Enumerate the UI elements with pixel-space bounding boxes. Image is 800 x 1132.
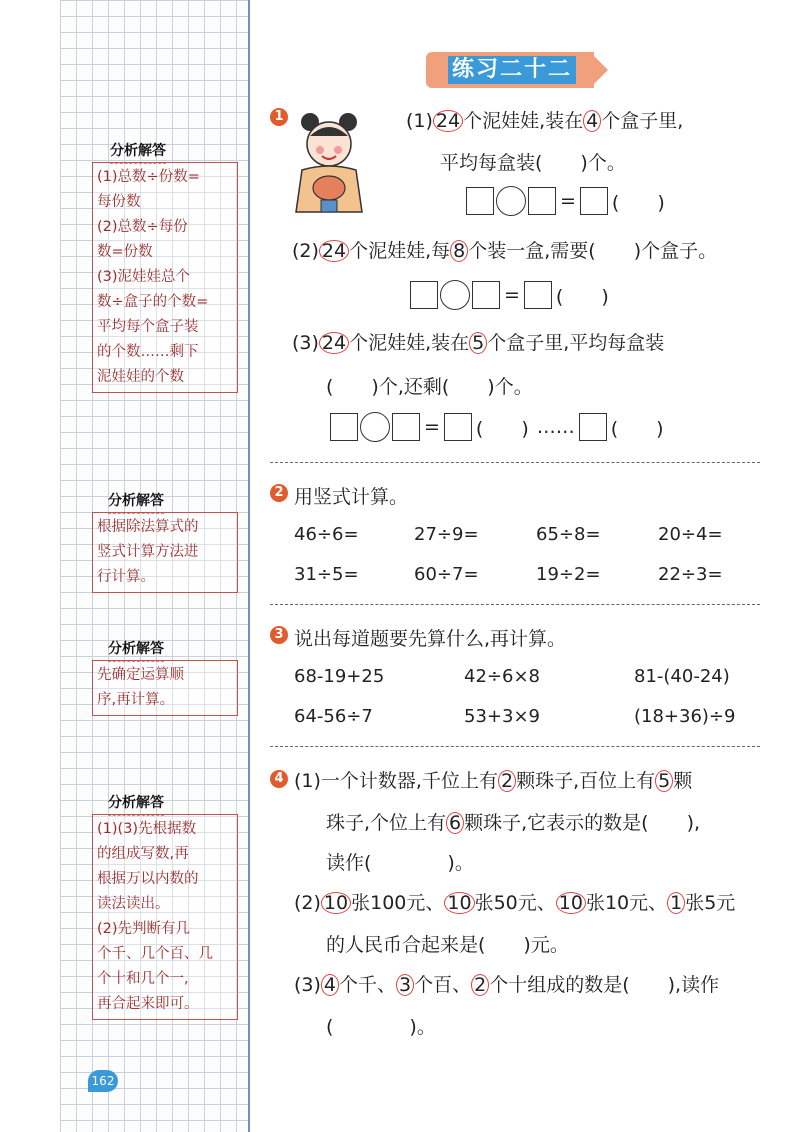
question-number-2: 2 [270, 484, 288, 502]
note-line: 数÷盒子的个数= [97, 294, 209, 310]
q1-part1-line1 [406, 106, 683, 133]
circled-number: 24 [319, 332, 349, 354]
q3-item: 81-(40-24) [634, 666, 730, 687]
answer-box[interactable] [528, 187, 556, 215]
q1-part1-line2: 平均每盒装( )个。 [440, 152, 626, 174]
q2-item: 27÷9= [414, 524, 479, 545]
question-number-4: 4 [270, 770, 288, 788]
q1-text: 个盒子里,平均每盒装 [487, 332, 665, 354]
q4-text: 张5元 [685, 892, 736, 914]
circled-number: 5 [469, 332, 487, 354]
q4-text: 张50元、 [474, 892, 556, 914]
q2-item: 20÷4= [658, 524, 723, 545]
q2-item: 60÷7= [414, 564, 479, 585]
q1-part2-equation [410, 280, 613, 310]
note-heading-1: 分析解答 [110, 140, 166, 160]
circled-number: 3 [396, 974, 414, 996]
q1-part1-equation [466, 186, 669, 216]
q4-part1-line1 [294, 766, 692, 793]
equals-sign: = [560, 190, 576, 212]
q1-part2-line [292, 236, 717, 263]
note-line: 平均每个盒子装 [97, 319, 199, 335]
q2-instruction: 用竖式计算。 [294, 486, 409, 508]
q3-item: 68-19+25 [294, 666, 385, 687]
q4-text: 张100元、 [351, 892, 445, 914]
q4-part3-line2: ( )。 [326, 1016, 436, 1038]
equals-sign: = [424, 416, 440, 438]
remainder-dots: …… [536, 416, 575, 438]
q1-label: (2) [292, 240, 319, 262]
operator-circle[interactable] [360, 412, 390, 442]
q4-text: 颗 [673, 770, 693, 792]
operator-circle[interactable] [496, 186, 526, 216]
q3-item: 64-56÷7 [294, 706, 373, 727]
q1-text: 个泥娃娃,装在 [349, 332, 470, 354]
answer-box[interactable] [579, 413, 607, 441]
circled-number: 1 [667, 892, 685, 914]
unit-blank: ( ) [555, 285, 609, 308]
unit-blank: ( ) [610, 417, 664, 440]
q2-item: 65÷8= [536, 524, 601, 545]
q1-label: (3) [292, 332, 319, 354]
answer-box[interactable] [472, 281, 500, 309]
q4-part1-line2 [326, 808, 700, 835]
answer-box[interactable] [466, 187, 494, 215]
q4-text: (2) [294, 892, 321, 914]
note-box-3 [92, 660, 238, 716]
q1-text: 个泥娃娃,每 [349, 240, 451, 262]
q4-part1-line3: 读作( )。 [326, 852, 474, 874]
circled-number: 4 [583, 110, 601, 132]
equals-sign: = [504, 284, 520, 306]
title-banner-arrow [590, 52, 608, 88]
note-line: (1)(3)先根据数 [97, 821, 197, 837]
note-line: (2)总数÷每份 [97, 219, 188, 235]
answer-box[interactable] [580, 187, 608, 215]
note-heading-3: 分析解答 [108, 638, 164, 658]
q3-item: 53+3×9 [464, 706, 540, 727]
circled-number: 24 [319, 240, 349, 262]
q4-text: 个百、 [414, 974, 472, 996]
operator-circle[interactable] [440, 280, 470, 310]
circled-number: 24 [433, 110, 463, 132]
note-line: 先确定运算顺 [97, 667, 184, 683]
q2-item: 22÷3= [658, 564, 723, 585]
q2-item: 46÷6= [294, 524, 359, 545]
answer-box[interactable] [444, 413, 472, 441]
question-number-3: 3 [270, 626, 288, 644]
clay-doll-illustration [288, 108, 370, 218]
note-line: (1)总数÷份数= [97, 169, 200, 185]
circled-number: 2 [498, 770, 516, 792]
q1-text: 个装一盒,需要( )个盒子。 [468, 240, 718, 262]
circled-number: 4 [321, 974, 339, 996]
answer-box[interactable] [524, 281, 552, 309]
q4-text: 个千、 [339, 974, 397, 996]
note-line: 的组成写数,再 [97, 846, 189, 862]
exercise-title: 练习二十二 [448, 56, 576, 84]
q4-text: (1)一个计数器,千位上有 [294, 770, 498, 792]
q4-part2-line2: 的人民币合起来是( )元。 [326, 934, 569, 956]
note-box-4 [92, 814, 238, 1020]
answer-box[interactable] [330, 413, 358, 441]
note-line: 泥娃娃的个数 [97, 369, 184, 385]
q2-item: 31÷5= [294, 564, 359, 585]
circled-number: 2 [471, 974, 489, 996]
note-line: 个千、几个百、几 [97, 946, 213, 962]
q1-text: 个盒子里, [601, 110, 684, 132]
circled-number: 6 [446, 812, 464, 834]
note-box-1 [92, 162, 238, 393]
q4-part2-line1 [294, 888, 735, 915]
q4-text: 张10元、 [585, 892, 668, 914]
q1-part3-line1 [292, 328, 664, 355]
note-line: 竖式计算方法进 [97, 544, 199, 560]
note-line: 根据除法算式的 [97, 519, 199, 535]
page-number: 162 [88, 1070, 118, 1092]
note-line: 根据万以内数的 [97, 871, 199, 887]
section-divider [270, 604, 760, 605]
answer-box[interactable] [392, 413, 420, 441]
q4-text: (3) [294, 974, 321, 996]
note-line: 个十和几个一, [97, 971, 189, 987]
note-line: (2)先判断有几 [97, 921, 191, 937]
q4-text: 颗珠子,百位上有 [516, 770, 656, 792]
q2-item: 19÷2= [536, 564, 601, 585]
question-number-1: 1 [270, 108, 288, 126]
note-heading-2: 分析解答 [108, 490, 164, 510]
note-line: 每份数 [97, 194, 141, 210]
note-line: 的个数……剩下 [97, 344, 199, 360]
unit-blank: ( ) [611, 191, 665, 214]
answer-box[interactable] [410, 281, 438, 309]
q4-text: 颗珠子,它表示的数是( ), [464, 812, 701, 834]
q4-part3-line1 [294, 970, 719, 997]
q3-instruction: 说出每道题要先算什么,再计算。 [294, 628, 567, 650]
note-line: 再合起来即可。 [97, 996, 199, 1012]
circled-number: 10 [556, 892, 586, 914]
circled-number: 10 [444, 892, 474, 914]
note-heading-4: 分析解答 [108, 792, 164, 812]
note-line: 数=份数 [97, 244, 153, 260]
note-line: (3)泥娃娃总个 [97, 269, 191, 285]
circled-number: 10 [321, 892, 351, 914]
q3-item: 42÷6×8 [464, 666, 540, 687]
note-line: 行计算。 [97, 569, 155, 585]
unit-blank: ( ) [475, 417, 529, 440]
circled-number: 5 [655, 770, 673, 792]
note-box-2 [92, 512, 238, 593]
note-line: 序,再计算。 [97, 692, 175, 708]
q1-part3-equation [330, 412, 668, 442]
section-divider [270, 746, 760, 747]
q1-label: (1) [406, 110, 433, 132]
q4-text: 珠子,个位上有 [326, 812, 447, 834]
section-divider [270, 462, 760, 463]
q4-text: 个十组成的数是( ),读作 [489, 974, 720, 996]
note-line: 读法读出。 [97, 896, 170, 912]
margin-rule [248, 0, 250, 1132]
q3-item: (18+36)÷9 [634, 706, 736, 727]
q1-part3-line2: ( )个,还剩( )个。 [326, 376, 533, 398]
circled-number: 8 [450, 240, 468, 262]
q1-text: 个泥娃娃,装在 [463, 110, 584, 132]
